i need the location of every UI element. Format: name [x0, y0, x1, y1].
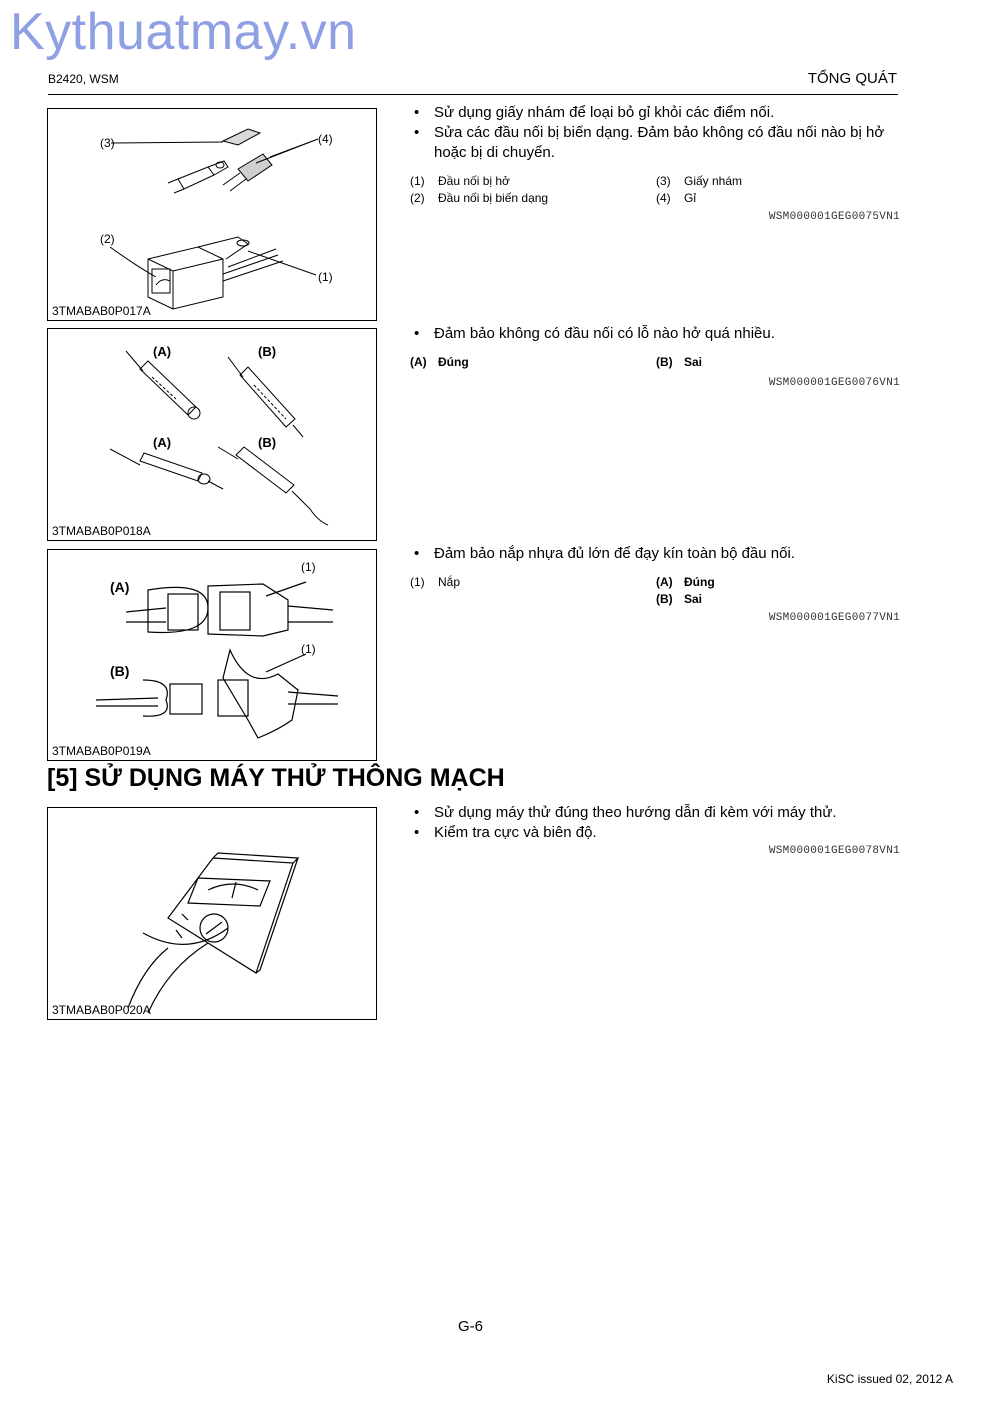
fig3-label-1-top: (1): [301, 560, 316, 574]
connector-holes-drawing: [48, 329, 378, 542]
fig2-label-b-bottom: (B): [258, 435, 277, 450]
figure-connector-holes: [47, 328, 377, 541]
fig2-label-a-bottom: (A): [153, 435, 172, 450]
legend-key: (A): [410, 355, 427, 369]
legend: [410, 574, 900, 608]
legend-key: (3): [656, 174, 671, 188]
legend-key: [410, 591, 438, 608]
figure-circuit-tester: [47, 807, 377, 1020]
text-block-cover: [410, 544, 900, 624]
bullet-list: [410, 324, 900, 344]
bullet-item: • Sửa các đầu nối bị biến dạng. Đảm bảo không có đầu nối nào bị hở hoặc bị di chuyển.: [410, 123, 900, 163]
bullet-item: • Kiểm tra cực và biên độ.: [410, 823, 900, 843]
legend-value: Đúng: [438, 355, 469, 369]
legend-key: (B): [656, 592, 673, 606]
legend-value: Sai: [684, 355, 703, 369]
bullet-list: [410, 803, 900, 843]
fig1-label-2: (2): [100, 232, 115, 246]
figure-connector-rust: [47, 108, 377, 321]
figure-connector-cover: [47, 549, 377, 761]
watermark: Kythuatmay.vn: [10, 3, 357, 61]
connector-rust-drawing: [48, 109, 378, 322]
reference-code: WSM000001GEG0077VN1: [768, 612, 900, 624]
text-block-rust: [410, 103, 900, 223]
reference-code: WSM000001GEG0076VN1: [768, 377, 900, 389]
text-block-holes: [410, 324, 900, 389]
legend-value: Sai: [684, 592, 703, 606]
legend-key: (A): [656, 575, 673, 589]
page-number: G-6: [458, 1318, 484, 1335]
figure-code: 3TMABAB0P017A: [52, 304, 151, 318]
text-block-tester: [410, 803, 900, 857]
legend: [410, 173, 900, 207]
fig2-label-b-top: (B): [258, 344, 277, 359]
bullet-item: • Sử dụng giấy nhám để loại bỏ gỉ khỏi các điểm nối.: [410, 103, 900, 123]
legend-key: (1): [410, 174, 425, 188]
fig3-label-b: (B): [110, 663, 130, 679]
bullet-list: [410, 544, 900, 564]
bullet-item: • Đảm bảo nắp nhựa đủ lớn để đạy kín toàn bộ đầu nối.: [410, 544, 900, 564]
bullet-item: • Sử dụng máy thử đúng theo hướng dẫn đi kèm với máy thử.: [410, 803, 900, 823]
connector-cover-drawing: [48, 550, 378, 762]
footer-issue: KiSC issued 02, 2012 A: [826, 1372, 953, 1386]
figure-code: 3TMABAB0P019A: [52, 744, 151, 758]
legend-value: Gỉ: [684, 191, 696, 205]
legend-key: (B): [656, 355, 673, 369]
fig3-label-1-bottom: (1): [301, 642, 316, 656]
legend-value: Giấy nhám: [684, 174, 743, 188]
header-rule: [48, 94, 898, 95]
bullet-list: [410, 103, 900, 163]
figure-code: 3TMABAB0P018A: [52, 524, 151, 538]
legend-key: (2): [410, 191, 425, 205]
fig3-label-a: (A): [110, 579, 130, 595]
fig1-label-4: (4): [318, 132, 333, 146]
bullet-item: • Đảm bảo không có đầu nối có lỗ nào hở quá nhiều.: [410, 324, 900, 344]
fig1-label-1: (1): [318, 270, 333, 284]
figure-code: 3TMABAB0P020A: [52, 1003, 151, 1017]
legend-value: Đầu nối bị biến dạng: [438, 191, 549, 205]
legend-value: Nắp: [438, 575, 461, 589]
legend: [410, 354, 900, 371]
circuit-tester-drawing: [48, 808, 378, 1021]
header-model: B2420, WSM: [48, 72, 119, 86]
legend-value: Đúng: [684, 575, 715, 589]
section-title: [5] SỬ DỤNG MÁY THỬ THÔNG MẠCH: [47, 764, 505, 792]
legend-key: (1): [410, 575, 425, 589]
header-section: TỔNG QUÁT: [807, 70, 897, 87]
fig1-label-3: (3): [100, 136, 115, 150]
legend-value: Đầu nối bị hở: [438, 174, 510, 188]
legend-key: (4): [656, 191, 671, 205]
reference-code: WSM000001GEG0078VN1: [768, 845, 900, 857]
fig2-label-a-top: (A): [153, 344, 172, 359]
reference-code: WSM000001GEG0075VN1: [768, 211, 900, 223]
